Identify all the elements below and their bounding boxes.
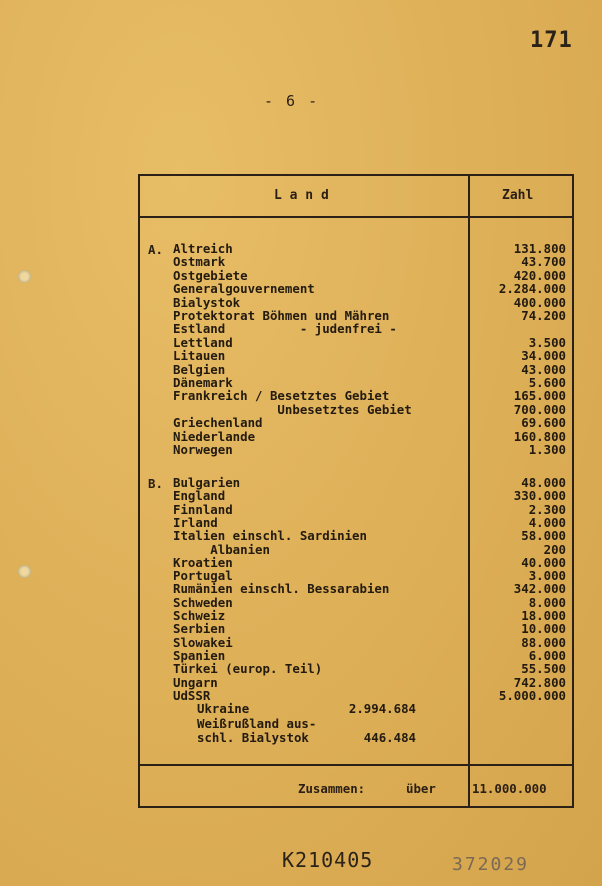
country-name: Bulgarien [173,475,241,490]
country-name: Altreich [173,241,233,256]
count-value: 400.000 [513,294,566,310]
country-name: Belgien [173,361,226,377]
country-name: Weißrußland aus- [197,715,317,731]
table-row [140,702,558,716]
footer-divider [140,764,572,766]
count-value: 5.000.000 [498,687,566,703]
count-value: 40.000 [521,554,566,570]
country-name: schl. Bialystok [197,730,309,745]
total-prefix: über [406,781,436,796]
count-value: 3.000 [528,568,566,584]
count-value: 5.600 [528,375,566,390]
country-name: Schweiz [173,608,226,623]
count-value: 342.000 [513,581,566,597]
country-name: Dänemark [173,375,233,390]
table-row [140,442,566,457]
count-value: 43.000 [521,361,566,377]
country-name: Unbesetztes Gebiet [173,401,412,417]
count-value: 160.800 [513,428,566,444]
count-value: 700.000 [513,401,566,417]
table-row [140,731,558,745]
country-name: Ungarn [173,674,218,690]
count-value: 48.000 [521,475,566,490]
count-value: 34.000 [521,348,566,364]
country-name: Rumänien einschl. Bessarabien [173,581,390,597]
country-name: Estland - judenfrei - [173,321,397,337]
total-value: 11.000.000 [472,781,547,796]
country-name: Irland [173,514,218,530]
country-name: Finnland [173,501,233,517]
count-value: 69.600 [521,415,566,431]
count-value: 6.000 [528,647,566,663]
country-name: Schweden [173,594,233,610]
country-name: Griechenland [173,415,263,431]
archive-code: K210405 [282,848,374,872]
count-value: 4.000 [528,514,566,530]
section-b-label: B. [148,476,163,491]
country-name: Protektorat Böhmen und Mähren [173,308,390,323]
country-name: Norwegen [173,442,233,457]
country-name: Portugal [173,568,233,584]
count-value: 165.000 [513,388,566,404]
country-name: Slowakei [173,634,233,650]
count-value: 2.284.000 [498,281,566,297]
country-name: Frankreich / Besetztes Gebiet [173,388,390,404]
country-name: Ostgebiete [173,267,248,283]
count-value: 131.800 [513,241,566,256]
count-value: 3.500 [528,334,566,350]
count-value: 2.994.684 [348,701,416,716]
count-value: 8.000 [528,594,566,610]
count-value: 420.000 [513,267,566,283]
column-header-zahl: Zahl [502,188,534,203]
country-name: England [173,488,226,504]
count-value: 58.000 [521,528,566,544]
count-value: 2.300 [528,501,566,517]
country-name: Türkei (europ. Teil) [173,661,323,677]
count-value: 446.484 [363,730,416,745]
country-name: Albanien [173,541,270,557]
country-name: Lettland [173,334,233,350]
country-name: Generalgouvernement [173,281,315,297]
count-value: 200 [543,541,566,557]
country-name: Litauen [173,348,226,364]
column-header-land: L a n d [274,188,329,203]
punch-hole [18,270,31,283]
count-value: 88.000 [521,634,566,650]
page-number: 171 [530,28,573,53]
country-name: UdSSR [173,687,211,703]
count-value: 18.000 [521,608,566,623]
country-name: Ostmark [173,254,226,270]
data-table [138,174,574,808]
table-row [140,717,558,731]
stamp-number: 372029 [452,854,530,875]
count-value: 55.500 [521,661,566,677]
country-name: Italien einschl. Sardinien [173,528,367,544]
punch-hole [18,565,31,578]
count-value: 43.700 [521,254,566,270]
total-label: Zusammen: [298,781,366,796]
country-name: Bialystok [173,294,241,310]
country-name: Ukraine [197,701,250,716]
country-name: Kroatien [173,554,233,570]
section-a-label: A. [148,242,163,257]
country-name: Spanien [173,647,226,663]
subpage-marker: - 6 - [264,92,320,110]
country-name: Serbien [173,621,226,637]
count-value: 742.800 [513,674,566,690]
count-value: 1.300 [528,442,566,457]
header-divider [140,216,572,218]
country-name: Niederlande [173,428,256,444]
count-value: 330.000 [513,488,566,504]
count-value: 10.000 [521,621,566,637]
count-value: 74.200 [521,308,566,323]
